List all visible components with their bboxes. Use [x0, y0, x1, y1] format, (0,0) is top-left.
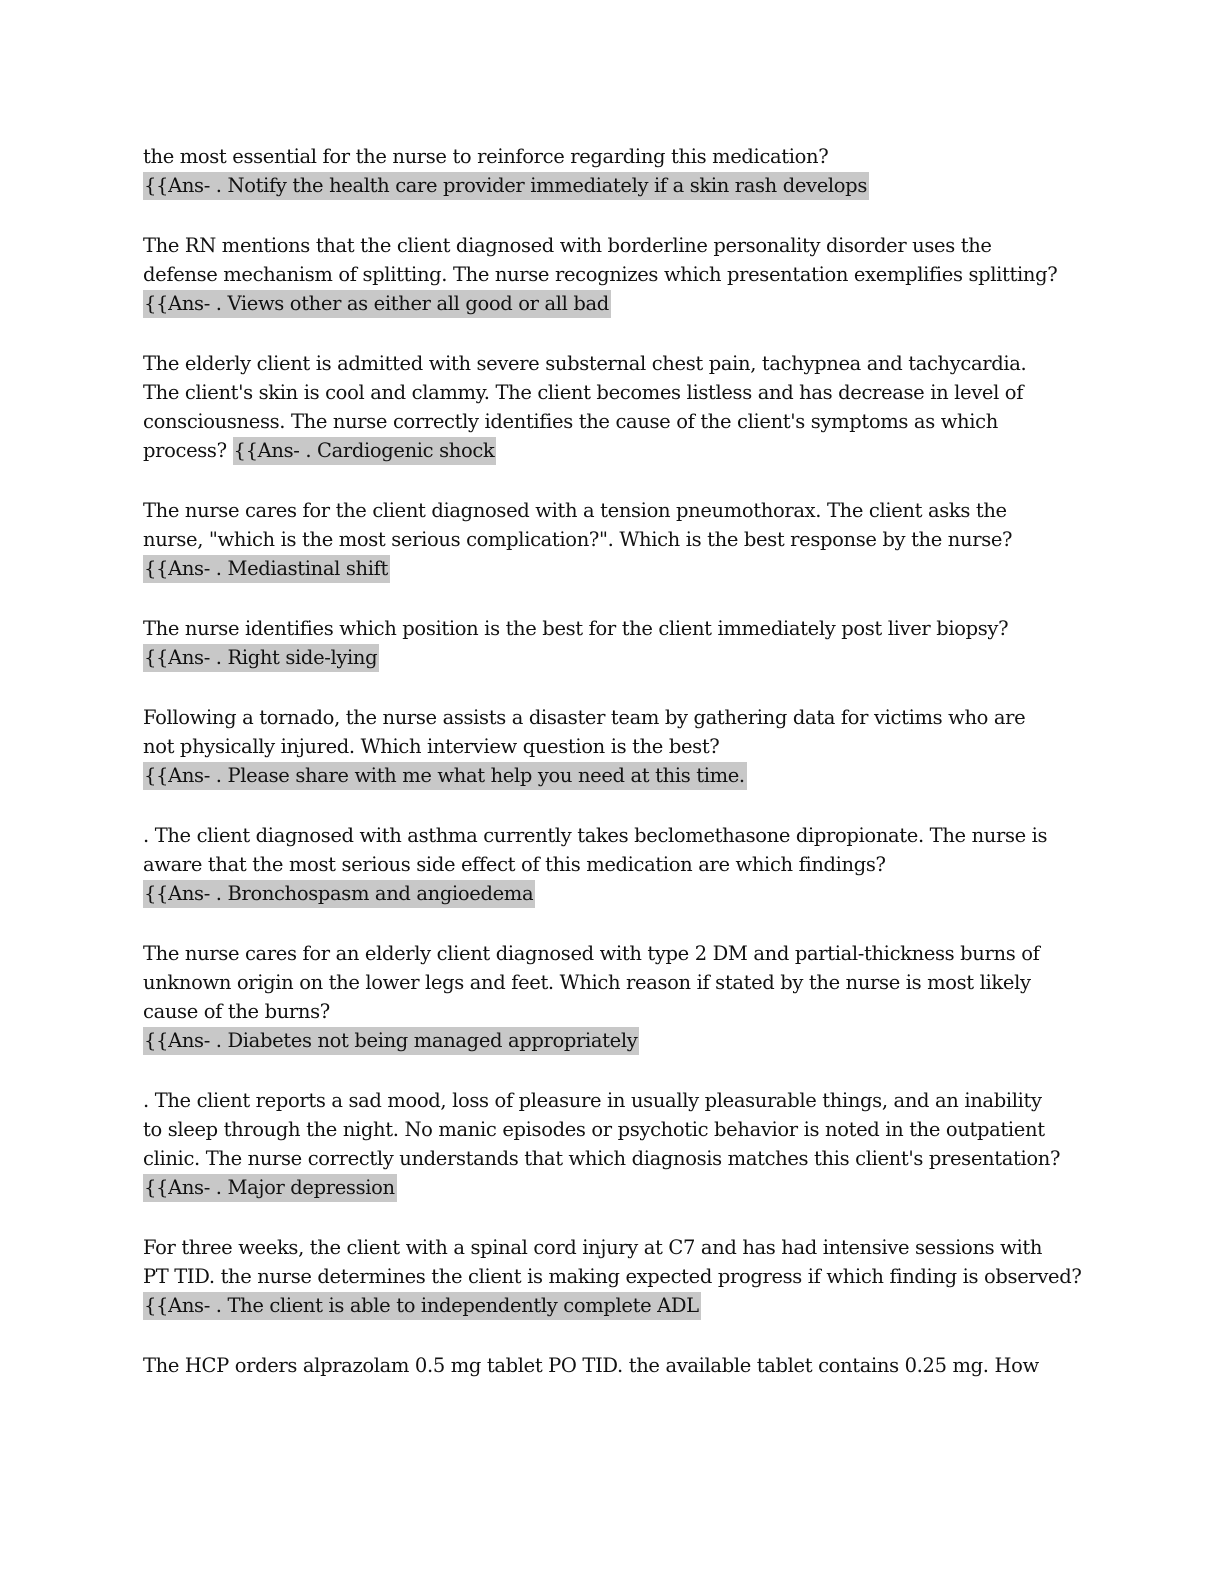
qa-block-6 — [143, 703, 1063, 790]
answer-line — [143, 289, 1063, 318]
qa-block-11 — [143, 1351, 1063, 1380]
answer-highlight: {{Ans- . Notify the health care provider immediately if a skin rash develops — [143, 172, 869, 200]
document-page — [143, 142, 1082, 1380]
question-line: The nurse cares for the client diagnosed with a tension pneumothorax. The client asks the — [143, 499, 1007, 522]
question-line: unknown origin on the lower legs and feet. Which reason if stated by the nurse is most likely — [143, 971, 1031, 994]
answer-line — [143, 1173, 1063, 1202]
question-line: . The client reports a sad mood, loss of pleasure in usually pleasurable things, and an inability — [143, 1089, 1042, 1112]
question-line: consciousness. The nurse correctly identifies the cause of the client's symptoms as which — [143, 410, 998, 433]
answer-line — [143, 436, 1063, 465]
question-line: PT TID. the nurse determines the client is making expected progress if which finding is observed? — [143, 1265, 1082, 1288]
qa-block-5 — [143, 614, 1063, 672]
qa-block-1 — [143, 142, 1063, 200]
question-line: The client's skin is cool and clammy. The client becomes listless and has decrease in level of — [143, 381, 1024, 404]
answer-line — [143, 1291, 1063, 1320]
question-line: nurse, "which is the most serious complication?". Which is the best response by the nurse? — [143, 528, 1013, 551]
answer-line — [143, 554, 1063, 583]
answer-line — [143, 171, 1063, 200]
qa-block-9 — [143, 1086, 1063, 1202]
question-line: The nurse cares for an elderly client diagnosed with type 2 DM and partial-thickness burns of — [143, 942, 1040, 965]
question-line: the most essential for the nurse to reinforce regarding this medication? — [143, 145, 829, 168]
answer-highlight: {{Ans- . Cardiogenic shock — [233, 437, 497, 465]
question-line: cause of the burns? — [143, 1000, 330, 1023]
answer-line — [143, 1026, 1063, 1055]
qa-block-2 — [143, 231, 1063, 318]
question-line: to sleep through the night. No manic episodes or psychotic behavior is noted in the outpatient — [143, 1118, 1045, 1141]
qa-block-8 — [143, 939, 1063, 1055]
question-line: The nurse identifies which position is the best for the client immediately post liver biopsy? — [143, 617, 1009, 640]
qa-block-7 — [143, 821, 1063, 908]
qa-block-3 — [143, 349, 1063, 465]
question-line: Following a tornado, the nurse assists a disaster team by gathering data for victims who are — [143, 706, 1026, 729]
qa-block-10 — [143, 1233, 1082, 1320]
question-line: The HCP orders alprazolam 0.5 mg tablet PO TID. the available tablet contains 0.25 mg. How — [143, 1354, 1039, 1377]
question-line: . The client diagnosed with asthma currently takes beclomethasone dipropionate. The nurse is — [143, 824, 1048, 847]
question-line: clinic. The nurse correctly understands that which diagnosis matches this client's presentation? — [143, 1147, 1061, 1170]
answer-highlight: {{Ans- . Views other as either all good or all bad — [143, 290, 611, 318]
question-line: For three weeks, the client with a spinal cord injury at C7 and has had intensive sessions with — [143, 1236, 1043, 1259]
question-line: not physically injured. Which interview question is the best? — [143, 735, 720, 758]
answer-line — [143, 761, 1063, 790]
answer-highlight: {{Ans- . The client is able to independently complete ADL — [143, 1292, 701, 1320]
question-line: aware that the most serious side effect of this medication are which findings? — [143, 853, 886, 876]
answer-highlight: {{Ans- . Right side-lying — [143, 644, 379, 672]
answer-highlight: {{Ans- . Please share with me what help you need at this time. — [143, 762, 747, 790]
qa-block-4 — [143, 496, 1063, 583]
answer-highlight: {{Ans- . Bronchospasm and angioedema — [143, 880, 535, 908]
question-line: The RN mentions that the client diagnosed with borderline personality disorder uses the — [143, 234, 992, 257]
answer-line — [143, 643, 1063, 672]
answer-highlight: {{Ans- . Major depression — [143, 1174, 397, 1202]
answer-highlight: {{Ans- . Mediastinal shift — [143, 555, 390, 583]
question-line: The elderly client is admitted with severe substernal chest pain, tachypnea and tachycardia. — [143, 352, 1027, 375]
answer-highlight: {{Ans- . Diabetes not being managed appropriately — [143, 1027, 639, 1055]
question-lead: process? — [143, 439, 227, 462]
question-line: defense mechanism of splitting. The nurse recognizes which presentation exemplifies splitting? — [143, 263, 1058, 286]
answer-line — [143, 879, 1063, 908]
